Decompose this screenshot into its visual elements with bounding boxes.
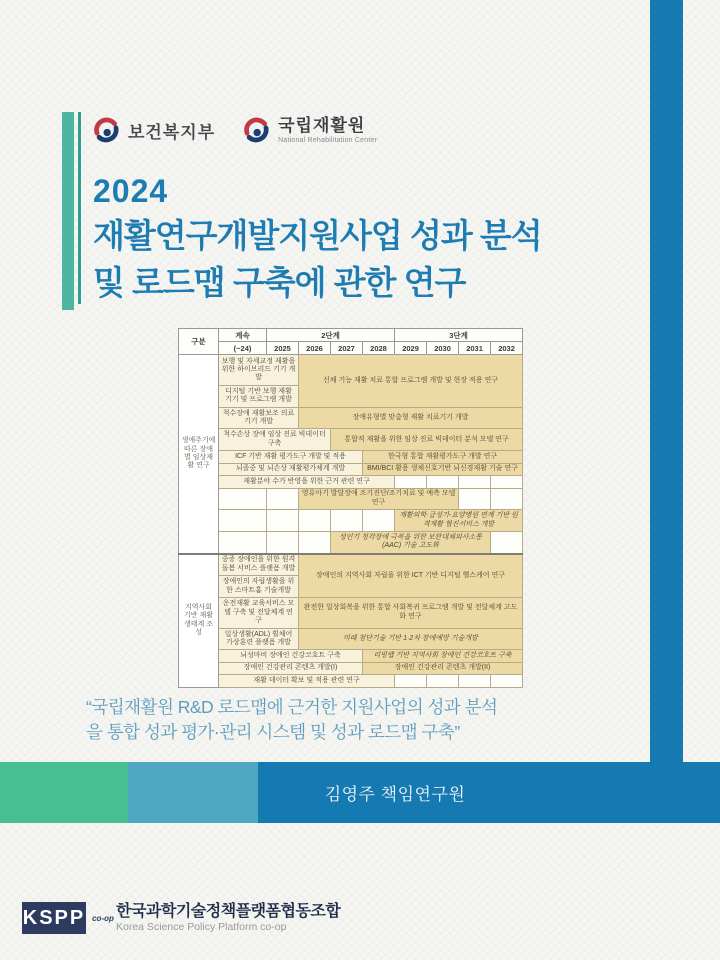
footer-org-name-en: Korea Science Policy Platform co-op — [116, 920, 287, 933]
roadmap-cell: 일상생활(ADL) 휠체어 가상훈련 플랫폼 개발 — [219, 628, 299, 650]
footer — [22, 902, 340, 934]
roadmap-cell: 한국형 통합 재활평가도구 개발 연구 — [363, 451, 523, 463]
author-name: 김영주 책임연구원 — [324, 785, 466, 804]
roadmap-cell: 장애유형별 맞춤형 재활 치료기기 개발 — [299, 407, 523, 429]
roadmap-header-cell: 2025 — [267, 342, 299, 355]
roadmap-header-cell: 2031 — [459, 342, 491, 355]
roadmap-cell — [459, 675, 491, 688]
roadmap-cell: 장애인 건강관리 콘텐츠 개발(I) — [219, 662, 363, 674]
roadmap-header-cell: 2026 — [299, 342, 331, 355]
roadmap-cell: 지역사회 기반 재활 생태계 조성 — [179, 554, 219, 688]
roadmap-header-cell: 2029 — [395, 342, 427, 355]
roadmap-header-cell: 2028 — [363, 342, 395, 355]
roadmap-cell: 장애인 건강관리 콘텐츠 개발(II) — [363, 662, 523, 674]
roadmap-cell — [267, 531, 299, 553]
author-banner — [0, 762, 720, 823]
report-title — [93, 170, 542, 306]
right-accent-bar — [650, 0, 683, 793]
subtitle-quote — [86, 695, 497, 745]
roadmap-cell — [491, 531, 523, 553]
roadmap-cell: BMI/BCI 활용 생체신호기반 뇌신경재활 기술 연구 — [363, 463, 523, 475]
roadmap-cell — [459, 476, 491, 488]
roadmap-cell: 재활 데이터 확보 및 적용 관련 연구 — [219, 675, 395, 688]
roadmap-cell — [219, 510, 267, 532]
roadmap-cell — [459, 488, 491, 510]
roadmap-cell: 미래 첨단기술 기반 1·2차 장애예방 기술개발 — [299, 628, 523, 650]
roadmap-cell: 완전한 일상회복을 위한 통합 사회복귀 프로그램 개발 및 전달체계 고도화 연구 — [299, 597, 523, 628]
roadmap-header-cell: 2032 — [491, 342, 523, 355]
gov-swirl-icon — [243, 117, 270, 144]
nrc-logo-label: 국립재활원 — [278, 115, 366, 135]
left-accent-bar-wide — [62, 112, 74, 310]
roadmap-cell — [219, 488, 267, 510]
mohw-logo — [93, 117, 215, 144]
header-logos — [93, 113, 377, 147]
mohw-logo-label: 보건복지부 — [128, 122, 216, 142]
roadmap-cell: 운전재활 교육서비스 모델 구축 및 전달체계 연구 — [219, 597, 299, 628]
roadmap-cell — [395, 675, 427, 688]
roadmap-cell — [219, 531, 267, 553]
roadmap-cell: 성인기 청각장애 극복을 위한 보완대체의사소통(AAC) 기술 고도화 — [331, 531, 491, 553]
roadmap — [178, 328, 523, 688]
roadmap-cell: 통합적 재활을 위한 임상 진료 빅데이터 분석 모델 연구 — [331, 429, 523, 451]
roadmap-cell: ICF 기반 재활 평가도구 개발 및 적용 — [219, 451, 363, 463]
roadmap-cell: 디지털 기반 보행 재활 기기 및 프로그램 개발 — [219, 386, 299, 408]
banner-lightblue-block — [128, 762, 258, 823]
banner-green-block — [0, 762, 128, 823]
roadmap-cell: 생애주기에 따른 장애별 임상재활 연구 — [179, 355, 219, 554]
kspp-logo-label: KSPP — [22, 906, 86, 929]
roadmap-header-cell: 2027 — [331, 342, 363, 355]
coop-mark-icon: co-op — [92, 913, 114, 923]
roadmap-cell: 장애인의 자립생활을 위한 스마트홈 기술개발 — [219, 576, 299, 598]
title-line-1: 재활연구개발지원사업 성과 분석 — [93, 217, 542, 254]
title-year: 2024 — [93, 173, 169, 209]
roadmap-cell: 영유아기 발달장애 조기진단/조기치료 및 예측 모델 연구 — [299, 488, 459, 510]
kspp-logo — [22, 902, 86, 934]
roadmap-header-cell: 3단계 — [395, 329, 523, 342]
roadmap-cell: 뇌성마비 장애인 건강코호트 구축 — [219, 650, 363, 662]
roadmap-cell — [427, 675, 459, 688]
roadmap-header-cell: 계속 — [219, 329, 267, 342]
roadmap-header-cell: 구분 — [179, 329, 219, 355]
roadmap-cell: 재활의학·급성기-요양병원 연계 기반 원격재활 협진서비스 개발 — [395, 510, 523, 532]
roadmap-cell: 중증 장애인을 위한 원격돌봄 서비스 플랫폼 개발 — [219, 554, 299, 576]
banner-blue-block — [258, 762, 720, 823]
title-line-2: 및 로드맵 구축에 관한 연구 — [93, 264, 466, 301]
roadmap-cell: 재활분야 수가 반영을 위한 근거 관련 연구 — [219, 476, 395, 488]
roadmap-cell — [299, 510, 331, 532]
quote-line-2: 을 통합 성과 평가·관리 시스템 및 성과 로드맵 구축” — [86, 722, 460, 742]
roadmap-table — [178, 328, 523, 688]
gov-swirl-icon — [93, 117, 120, 144]
roadmap-cell — [491, 675, 523, 688]
roadmap-cell: 척수장애 재활보조 의료기기 개발 — [219, 407, 299, 429]
roadmap-cell — [395, 476, 427, 488]
roadmap-cell — [299, 531, 331, 553]
roadmap-cell: 장애인의 지역사회 자립을 위한 ICT 기반 디지털 헬스케어 연구 — [299, 554, 523, 598]
roadmap-cell — [267, 510, 299, 532]
nrc-logo — [243, 117, 377, 144]
roadmap-cell — [491, 488, 523, 510]
footer-org-name-kr: 한국과학기술정책플랫폼협동조합 — [116, 902, 341, 920]
roadmap-cell — [331, 510, 363, 532]
roadmap-cell — [267, 488, 299, 510]
roadmap-header-cell: (~24) — [219, 342, 267, 355]
roadmap-cell — [427, 476, 459, 488]
roadmap-cell: 척수손상 장애 임상 진료 빅데이터 구축 — [219, 429, 331, 451]
roadmap-cell: 보행 및 자세교정 재활을 위한 하이브리드 기기 개발 — [219, 355, 299, 386]
roadmap-cell: 뇌졸중 및 뇌손상 재활평가체계 개발 — [219, 463, 363, 475]
left-accent-bar-thin — [78, 112, 81, 304]
roadmap-header-cell: 2단계 — [267, 329, 395, 342]
roadmap-cell: 리빙랩 기반 지역사회 장애인 건강코호트 구축 — [363, 650, 523, 662]
roadmap-header-cell: 2030 — [427, 342, 459, 355]
roadmap-cell: 신체 기능 재활 치료 통합 프로그램 개발 및 현장 적용 연구 — [299, 355, 523, 408]
nrc-logo-sublabel: National Rehabilitation Center — [278, 136, 378, 144]
quote-line-1: “국립재활원 R&D 로드맵에 근거한 지원사업의 성과 분석 — [86, 697, 498, 717]
roadmap-cell — [491, 476, 523, 488]
roadmap-cell — [363, 510, 395, 532]
